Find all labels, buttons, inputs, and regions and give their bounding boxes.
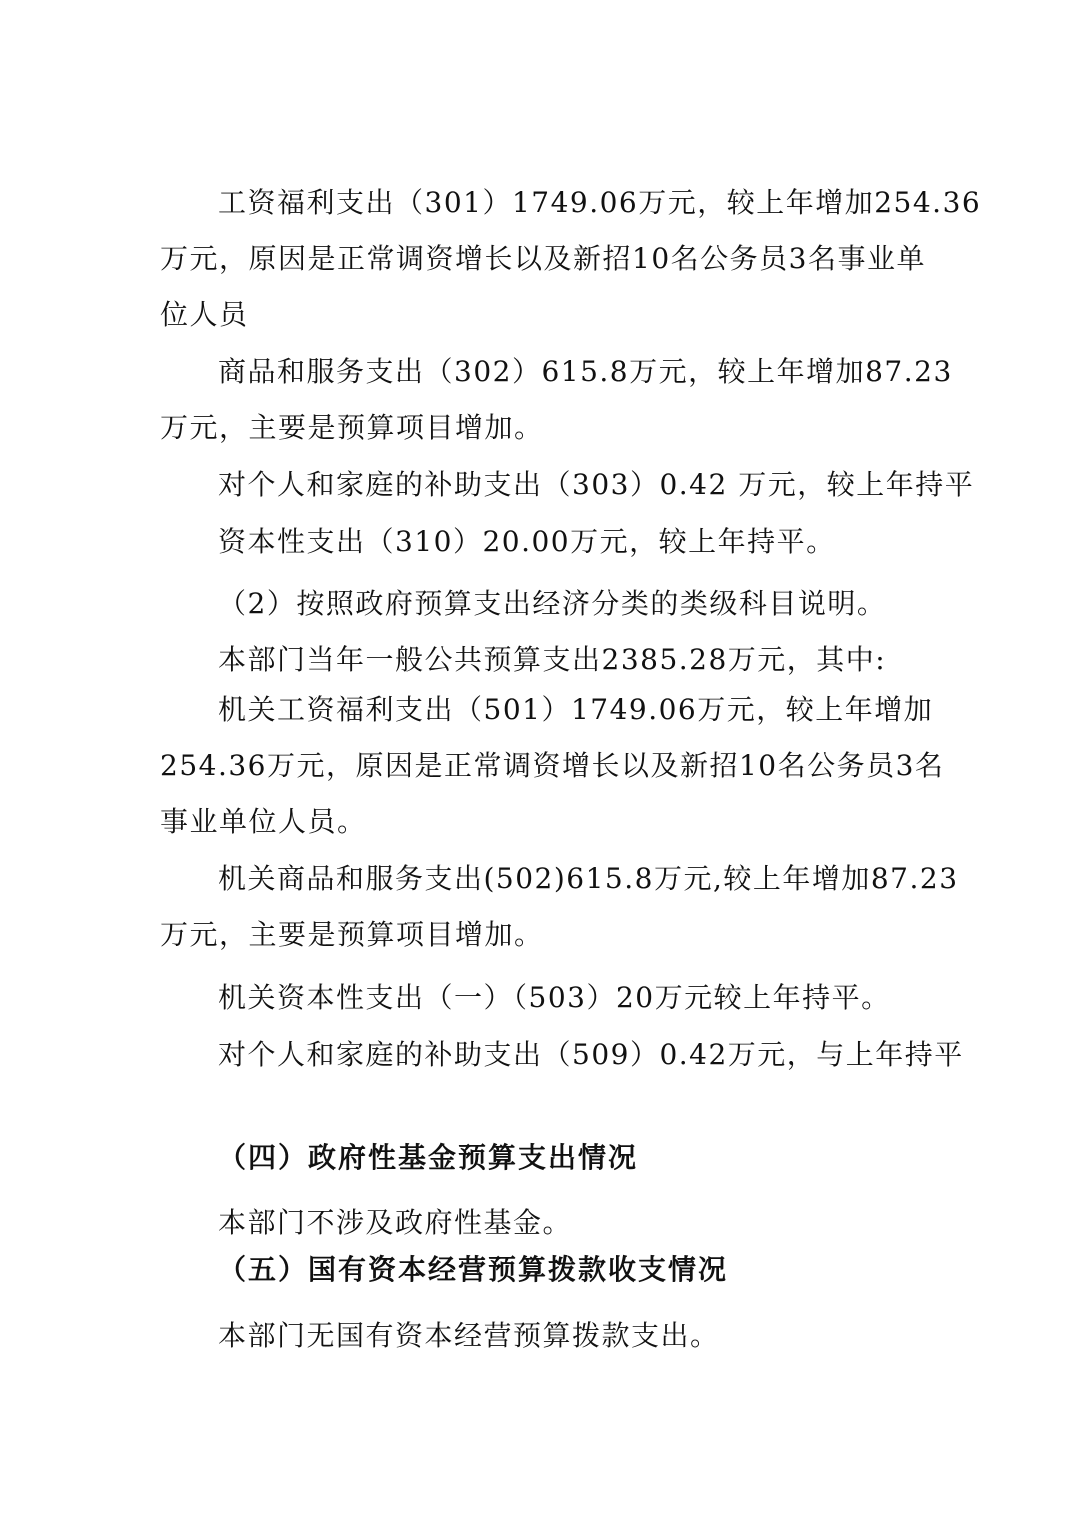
paragraph-line: 本部门无国有资本经营预算拨款支出。 [218, 1319, 720, 1352]
paragraph-line: 机关商品和服务支出(502)615.8万元,较上年增加87.23 [218, 862, 959, 895]
paragraph-line: （2）按照政府预算支出经济分类的类级科目说明。 [218, 587, 887, 620]
paragraph-line: 事业单位人员。 [160, 805, 367, 838]
paragraph-line: 万元，原因是正常调资增长以及新招10名公务员3名事业单 [160, 242, 926, 275]
paragraph-line: 对个人和家庭的补助支出（303）0.42 万元，较上年持平 [218, 468, 975, 501]
paragraph-line: 对个人和家庭的补助支出（509）0.42万元，与上年持平 [218, 1038, 964, 1071]
section-heading: （五）国有资本经营预算拨款收支情况 [218, 1253, 729, 1286]
paragraph-line: 机关资本性支出（一）（503）20万元较上年持平。 [218, 981, 891, 1014]
paragraph-line: 万元，主要是预算项目增加。 [160, 918, 544, 951]
paragraph-line: 本部门当年一般公共预算支出2385.28万元，其中: [218, 643, 887, 676]
paragraph-line: 本部门不涉及政府性基金。 [218, 1206, 573, 1239]
paragraph-line: 万元，主要是预算项目增加。 [160, 411, 544, 444]
section-heading: （四）政府性基金预算支出情况 [218, 1141, 639, 1174]
paragraph-line: 工资福利支出（301）1749.06万元，较上年增加254.36 [218, 186, 982, 219]
paragraph-line: 资本性支出（310）20.00万元，较上年持平。 [218, 525, 836, 558]
paragraph-line: 商品和服务支出（302）615.8万元，较上年增加87.23 [218, 355, 953, 388]
paragraph-line: 位人员 [160, 298, 249, 331]
paragraph-line: 机关工资福利支出（501）1749.06万元，较上年增加 [218, 693, 934, 726]
paragraph-line: 254.36万元，原因是正常调资增长以及新招10名公务员3名 [160, 749, 945, 782]
